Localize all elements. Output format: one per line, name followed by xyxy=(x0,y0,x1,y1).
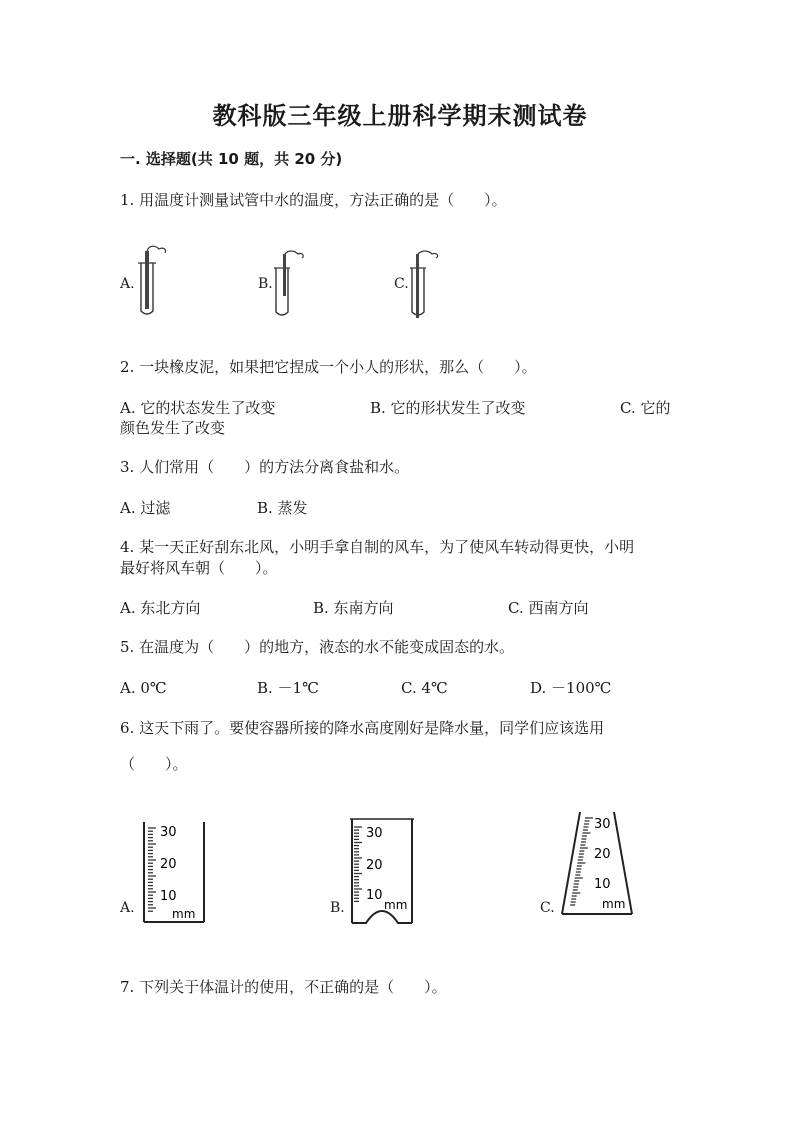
q4-option-c: C. 西南方向 xyxy=(508,599,589,617)
q6-c-scale-unit: mm xyxy=(602,897,626,911)
q5-option-b: B. －1℃ xyxy=(257,679,319,697)
question-7: 7. 下列关于体温计的使用，不正确的是（ ）。 xyxy=(120,978,447,996)
q6-a-scale-ticks xyxy=(148,828,156,911)
question-6-line-1: 6. 这天下雨了。要使容器所接的降水高度刚好是降水量，同学们应该选用 xyxy=(120,719,605,737)
q6-b-scale-30: 30 xyxy=(366,826,383,841)
section-heading: 一. 选择题(共 10 题，共 20 分) xyxy=(120,150,343,168)
q2-option-c-continued: 颜色发生了改变 xyxy=(120,419,226,437)
question-4-line-1: 4. 某一天正好刮东北风，小明手拿自制的风车，为了使风车转动得更快，小明 xyxy=(120,538,635,556)
q1-option-c-label: C. xyxy=(394,276,409,292)
q6-b-scale-10: 10 xyxy=(366,888,383,903)
q6-option-c-container xyxy=(558,808,640,918)
q6-c-scale-10: 10 xyxy=(594,877,611,892)
q2-option-b: B. 它的形状发生了改变 xyxy=(370,399,526,417)
question-5: 5. 在温度为（ ）的地方，液态的水不能变成固态的水。 xyxy=(120,638,515,656)
q2-option-c: C. 它的 xyxy=(620,399,671,417)
q6-option-c-label: C. xyxy=(540,900,555,916)
q4-option-a: A. 东北方向 xyxy=(120,599,201,617)
question-3: 3. 人们常用（ ）的方法分离食盐和水。 xyxy=(120,458,410,476)
q6-a-scale-10: 10 xyxy=(160,889,177,904)
q2-option-a: A. 它的状态发生了改变 xyxy=(120,399,276,417)
q6-a-scale-20: 20 xyxy=(160,857,177,872)
q3-option-b: B. 蒸发 xyxy=(257,499,308,517)
q6-option-b-container xyxy=(348,815,420,927)
question-2: 2. 一块橡皮泥，如果把它捏成一个小人的形状，那么（ ）。 xyxy=(120,358,537,376)
q1-option-a-label: A. xyxy=(120,276,135,292)
question-6-line-2: （ ）。 xyxy=(120,755,188,773)
q5-option-a: A. 0℃ xyxy=(120,679,167,697)
q5-option-c: C. 4℃ xyxy=(401,679,448,697)
q6-b-scale-ticks xyxy=(354,827,362,901)
q1-option-a-image xyxy=(135,243,175,319)
q6-a-scale-30: 30 xyxy=(160,825,177,840)
q6-option-a-label: A. xyxy=(120,900,135,916)
q5-option-d: D. －100℃ xyxy=(530,679,612,697)
q6-c-scale-30: 30 xyxy=(594,817,611,832)
question-4-line-2: 最好将风车朝（ ）。 xyxy=(120,559,278,577)
q6-c-scale-ticks xyxy=(570,818,593,905)
q6-c-scale-20: 20 xyxy=(594,847,611,862)
q1-option-b-image xyxy=(272,250,312,320)
q1-option-b-label: B. xyxy=(258,276,273,292)
q4-option-b: B. 东南方向 xyxy=(313,599,394,617)
q3-option-a: A. 过滤 xyxy=(120,499,171,517)
question-1: 1. 用温度计测量试管中水的温度，方法正确的是（ ）。 xyxy=(120,191,507,209)
q6-option-a-container xyxy=(140,818,212,926)
q6-a-scale-unit: mm xyxy=(172,907,196,921)
q6-b-scale-20: 20 xyxy=(366,858,383,873)
q1-option-c-image xyxy=(408,250,448,322)
q6-option-b-label: B. xyxy=(330,900,345,916)
page-title: 教科版三年级上册科学期末测试卷 xyxy=(212,102,588,130)
q6-b-scale-unit: mm xyxy=(384,898,408,912)
